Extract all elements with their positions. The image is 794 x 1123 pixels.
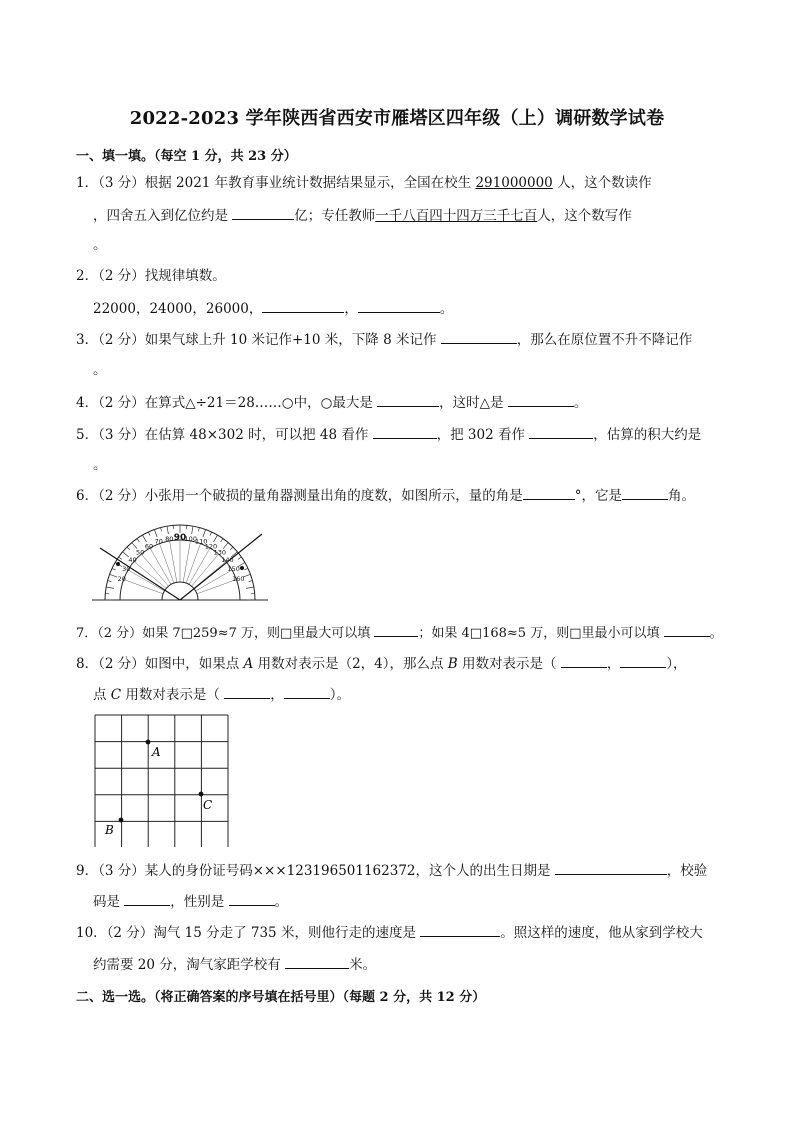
question-2: 2．（2 分）找规律填数。 [76, 268, 226, 284]
protractor-label: 20 [117, 574, 126, 583]
grid-label-b: B [105, 823, 114, 837]
question-2-sequence: 22000，24000，26000， ， 。 [93, 298, 743, 319]
point-c [199, 792, 204, 797]
protractor-label: 130 [213, 548, 227, 557]
protractor-tick [127, 547, 130, 550]
protractor-tick [238, 557, 241, 559]
point-a [146, 740, 151, 745]
q1-points: （3 分） [98, 175, 145, 191]
protractor-tick [119, 557, 122, 559]
protractor-tick [203, 530, 206, 538]
protractor-label: 90 [173, 533, 187, 543]
protractor-radial-line [141, 554, 168, 586]
grid-lines [95, 715, 228, 847]
protractor-tick [143, 535, 147, 542]
protractor-tick [221, 539, 223, 542]
answer-blank[interactable] [620, 653, 666, 668]
protractor-tick [137, 539, 139, 542]
coordinate-grid-figure [94, 713, 230, 847]
protractor-label: 30 [122, 565, 131, 573]
protractor-label: 80 [165, 534, 174, 543]
protractor-tick [246, 587, 254, 588]
answer-blank[interactable] [285, 954, 349, 969]
section-2-heading: 二、选一选。（将正确答案的序号填在括号里）（每题 2 分，共 12 分） [76, 990, 486, 1005]
question-1-line-3: 。 [93, 237, 107, 253]
question-8: 8．（2 分）如图中，如果点 A 用数对表示是（2，4），那么点 B 用数对表示是（ ， ）， [76, 653, 726, 674]
question-5: 5．（3 分）在估算 48×302 时，可以把 48 看作 ，把 302 看作 ，估算的积大约是 [76, 424, 726, 445]
answer-blank[interactable] [523, 485, 575, 500]
protractor-tick [161, 528, 162, 532]
protractor-radial-line [134, 561, 166, 588]
angle-point [240, 566, 244, 570]
point-c-label: C [110, 687, 122, 703]
angle-point [116, 562, 120, 566]
question-4: 4．（2 分）在算式△÷21＝28……○中，○最大是 ，这时△是 。 [76, 392, 726, 413]
answer-blank[interactable] [529, 424, 593, 439]
protractor-tick [249, 581, 253, 582]
q1-words-underlined: 一千八百四十四万三千七百 [375, 208, 538, 224]
answer-blank[interactable] [262, 298, 344, 313]
protractor-label: 140 [221, 556, 234, 565]
protractor-tick [110, 574, 118, 577]
protractor-label: 120 [204, 542, 218, 551]
answer-blank[interactable] [555, 860, 667, 875]
question-1-line-2: ，四舍五入到亿位约是 亿；专任教师一千八百四十四万三千七百人，这个数写作 [93, 205, 743, 226]
protractor-tick [210, 532, 212, 536]
answer-blank[interactable] [561, 653, 607, 668]
answer-blank[interactable] [508, 392, 574, 407]
protractor-tick [154, 530, 157, 538]
protractor-tick [106, 587, 114, 588]
protractor-tick [112, 568, 116, 570]
protractor-label: 110 [194, 537, 208, 546]
protractor-label: 60 [144, 542, 154, 551]
answer-blank[interactable] [377, 392, 439, 407]
protractor-radial-line [192, 554, 219, 586]
point-b-label: B [447, 656, 458, 672]
answer-blank[interactable] [420, 922, 500, 937]
question-3-line-2: 。 [93, 362, 107, 378]
protractor-radial-line [183, 541, 190, 582]
protractor-label: 100 [184, 534, 197, 543]
protractor-tick [214, 535, 218, 542]
protractor-tick [108, 581, 112, 582]
question-9-line-2: 码是 ，性别是 。 [93, 891, 743, 912]
q1-number-underlined: 291000000 [475, 175, 553, 191]
point-a-label: A [243, 656, 254, 672]
question-8-line-2: 点 C 用数对表示是（ ， ）。 [93, 684, 743, 705]
protractor-tick [148, 532, 150, 536]
question-5-line-2: 。 [93, 457, 107, 473]
question-1: 1．（3 分）根据 2021 年教育事业统计数据结果显示，全国在校生 291000000 人，这个数读作 [76, 175, 652, 191]
protractor-figure [92, 512, 268, 612]
protractor-tick [198, 528, 199, 532]
answer-blank[interactable] [664, 622, 710, 637]
q1-number: 1． [76, 175, 99, 191]
question-7: 7．（2 分）如果 7□259≈7 万，则□里最大可以填 ；如果 4□168≈5 万，则□里最小可以填 。 [76, 622, 726, 644]
grid-label-a: A [152, 745, 161, 759]
answer-blank[interactable] [224, 684, 270, 699]
answer-blank[interactable] [284, 684, 330, 699]
answer-blank[interactable] [229, 891, 275, 906]
protractor-label: 40 [128, 556, 137, 565]
point-b [119, 818, 124, 823]
question-10: 10．（2 分）淘气 15 分走了 735 米，则他行走的速度是 。照这样的速度，他从家到学校大 [76, 922, 726, 943]
question-9: 9．（3 分）某人的身份证号码×××123196501162372，这个人的出生日期是 ，校验 [76, 860, 726, 881]
answer-blank[interactable] [622, 485, 668, 500]
question-3: 3．（2 分）如果气球上升 10 米记作+10 米，下降 8 米记作 ，那么在原位置不升不降记作 [76, 329, 726, 350]
grid-label-c: C [203, 798, 213, 812]
answer-blank[interactable] [232, 205, 294, 220]
page-title: 2022-2023 学年陕西省西安市雁塔区四年级（上）调研数学试卷 [129, 108, 665, 129]
protractor-label: 50 [136, 548, 145, 557]
protractor-radial-line [170, 541, 177, 582]
answer-blank[interactable] [374, 622, 418, 637]
protractor-label: 160 [232, 574, 245, 583]
protractor-tick [167, 526, 168, 534]
protractor-tick [230, 547, 233, 550]
answer-blank[interactable] [441, 329, 517, 344]
protractor-label: 150 [227, 565, 240, 573]
question-10-line-2: 约需要 20 分，淘气家距学校有 米。 [93, 954, 743, 975]
answer-blank[interactable] [358, 298, 440, 313]
answer-blank[interactable] [124, 891, 170, 906]
protractor-tick [192, 526, 193, 534]
question-6: 6．（2 分）小张用一个破损的量角器测量出角的度数，如图所示，量的角是 °，它是 角。 [76, 485, 726, 506]
section-1-heading: 一、填一填。（每空 1 分，共 23 分） [76, 149, 297, 164]
protractor-label: 70 [154, 537, 163, 546]
answer-blank[interactable] [373, 424, 437, 439]
protractor-tick [244, 568, 248, 570]
